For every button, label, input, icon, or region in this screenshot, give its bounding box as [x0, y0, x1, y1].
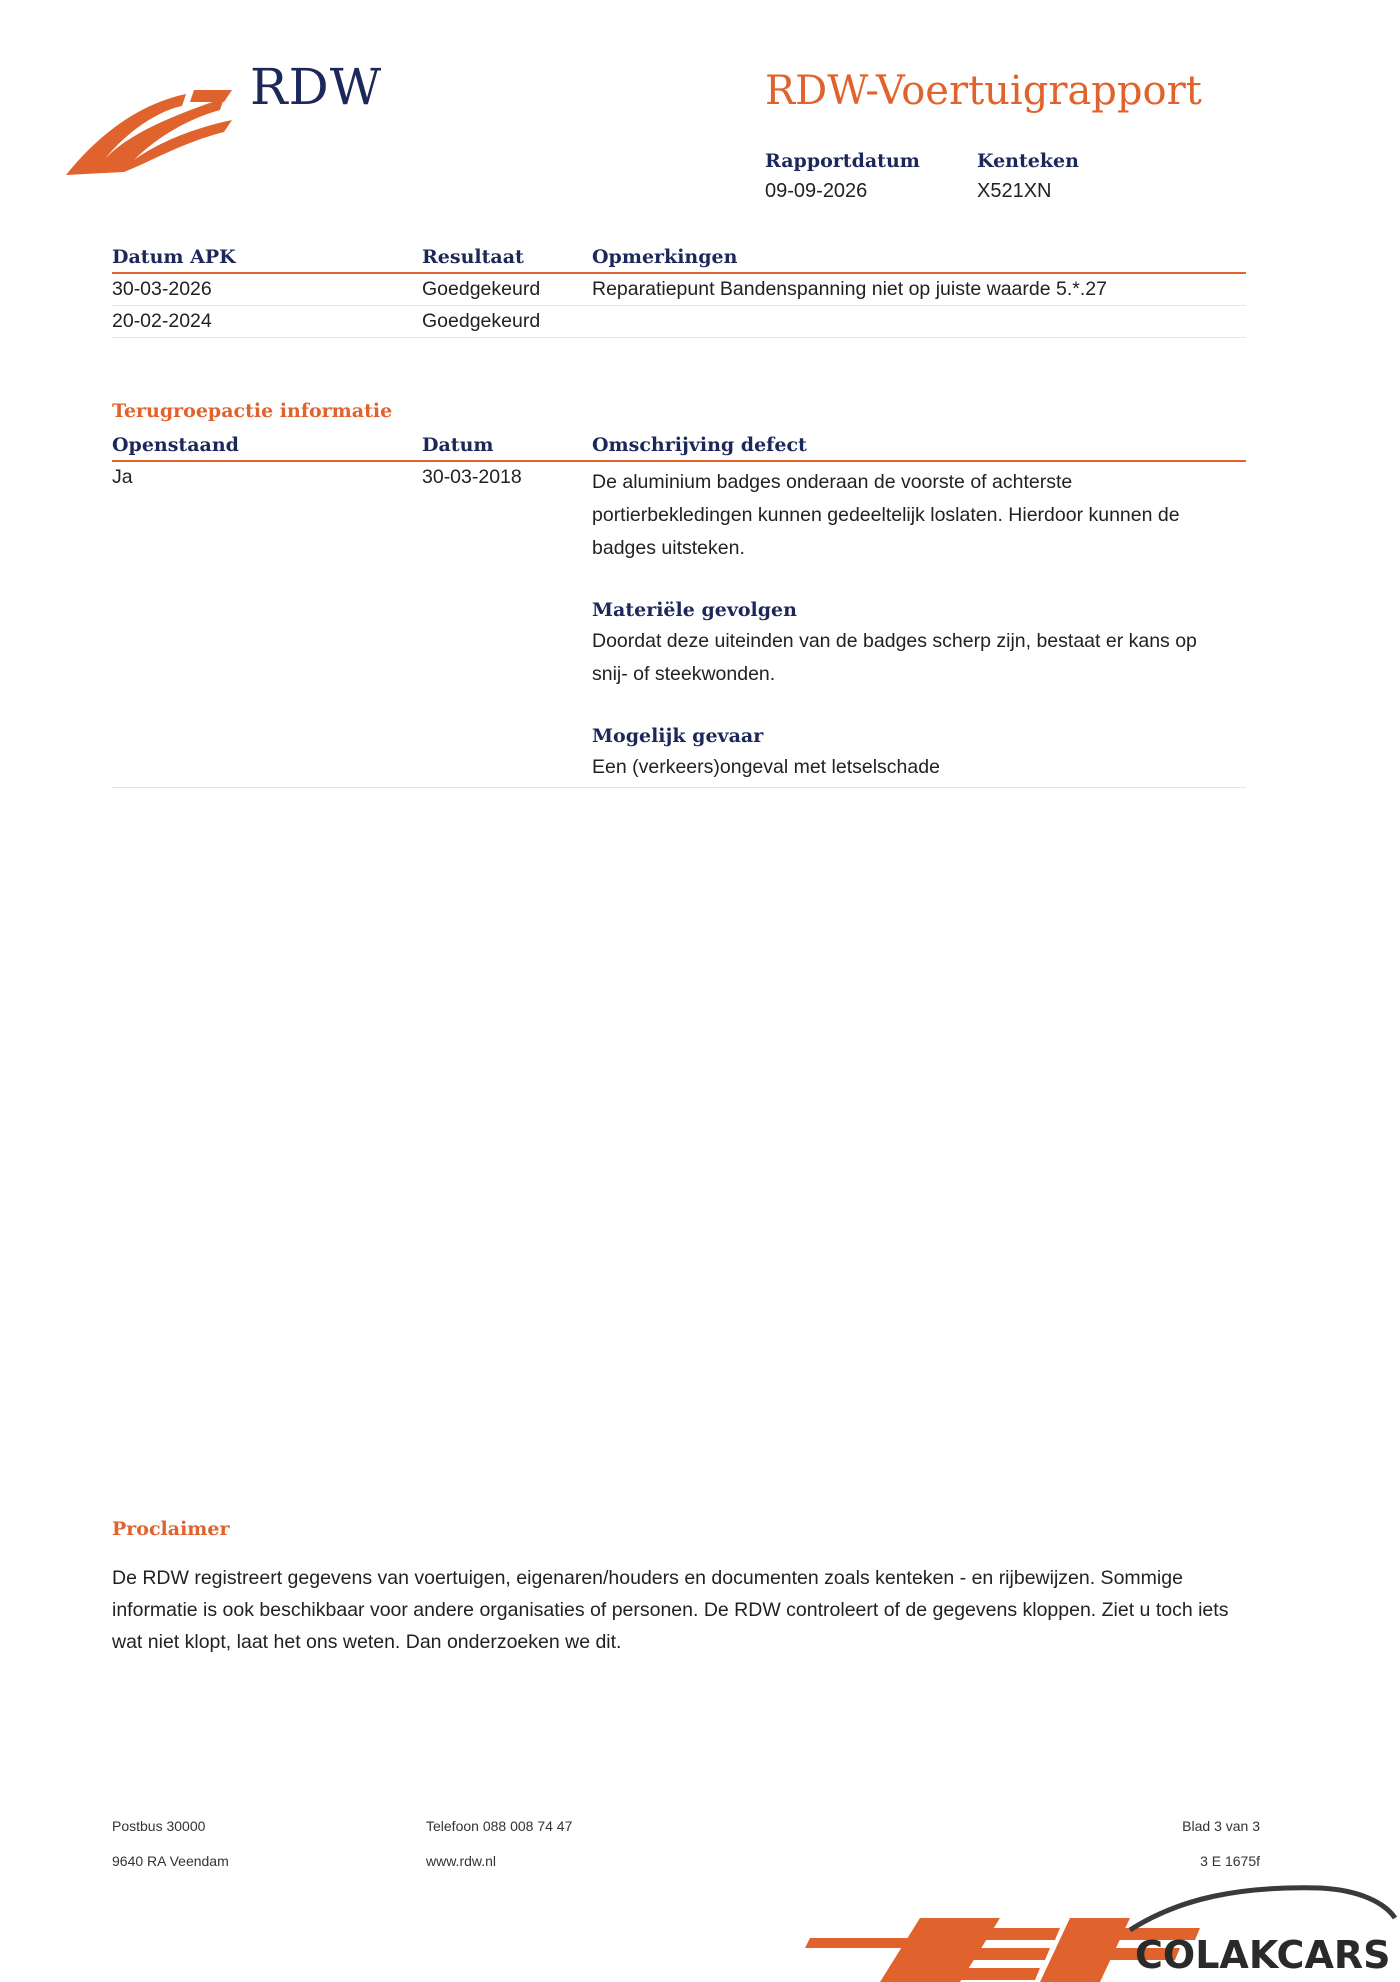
- consequences-title: Materiële gevolgen: [592, 599, 797, 621]
- logo-text: RDW: [250, 58, 383, 116]
- apk-header-result: Resultaat: [422, 246, 524, 268]
- recall-description: De aluminium badges onderaan de voorste of achterste portierbekledingen kunnen gedeeltelijk loslaten. Hierdoor kunnen de badges uitsteken.: [592, 471, 1180, 559]
- apk-result-cell: Goedgekeurd: [422, 310, 541, 332]
- danger-text: Een (verkeers)ongeval met letselschade: [592, 756, 940, 778]
- table-row: [112, 274, 1246, 306]
- apk-result-cell: Goedgekeurd: [422, 278, 541, 300]
- report-title: RDW-Voertuigrapport: [765, 68, 1202, 114]
- recall-section-title: Terugroepactie informatie: [112, 400, 393, 422]
- report-date-label: Rapportdatum: [765, 150, 920, 172]
- table-row: [112, 462, 1246, 788]
- footer-phone: Telefoon 088 008 74 47: [426, 1818, 573, 1834]
- plate-block: [977, 150, 1079, 203]
- recall-table: [112, 432, 1246, 788]
- recall-header-description: Omschrijving defect: [592, 434, 807, 456]
- apk-date-cell: 30-03-2026: [112, 278, 212, 300]
- proclaimer-text: De RDW registreert gegevens van voertuigen, eigenaren/houders en documenten zoals kenteken - en rijbewijzen. Sommige informatie is ook beschikbaar voor andere organisaties of personen. De RDW controleert of de gegevens kloppen. Ziet u toch iets wat niet klopt, laat het ons weten. Dan onderzoeken we dit.: [112, 1567, 1229, 1653]
- table-row: [112, 306, 1246, 338]
- colakcars-watermark-logo: [800, 1868, 1400, 1982]
- recall-date-cell: 30-03-2018: [422, 466, 522, 488]
- report-date-block: [765, 150, 920, 203]
- consequences-text: Doordat deze uiteinden van de badges scherp zijn, bestaat er kans op snij- of steekwonden.: [592, 630, 1197, 685]
- footer-postbus: Postbus 30000: [112, 1818, 206, 1834]
- footer-page-number: Blad 3 van 3: [1182, 1818, 1260, 1834]
- recall-header-open: Openstaand: [112, 434, 239, 456]
- recall-open-cell: Ja: [112, 466, 133, 488]
- footer-website[interactable]: www.rdw.nl: [426, 1853, 497, 1869]
- plate-value: X521XN: [977, 180, 1052, 202]
- plate-label: Kenteken: [977, 150, 1079, 172]
- report-date-value: 09-09-2026: [765, 180, 868, 202]
- watermark-text: COLAKCARS: [1135, 1933, 1391, 1977]
- footer-city: 9640 RA Veendam: [112, 1853, 229, 1869]
- recall-table-header: [112, 432, 1246, 462]
- danger-title: Mogelijk gevaar: [592, 725, 764, 747]
- apk-table: [112, 244, 1246, 338]
- recall-description-cell: [592, 466, 1232, 784]
- apk-date-cell: 20-02-2024: [112, 310, 212, 332]
- apk-table-header: [112, 244, 1246, 274]
- footer-code: 3 E 1675f: [1200, 1853, 1260, 1869]
- apk-remarks-cell: Reparatiepunt Bandenspanning niet op juiste waarde 5.*.27: [592, 278, 1107, 300]
- apk-header-date: Datum APK: [112, 246, 236, 268]
- recall-header-date: Datum: [422, 434, 494, 456]
- apk-header-remarks: Opmerkingen: [592, 246, 738, 268]
- proclaimer-title: Proclaimer: [112, 1518, 230, 1540]
